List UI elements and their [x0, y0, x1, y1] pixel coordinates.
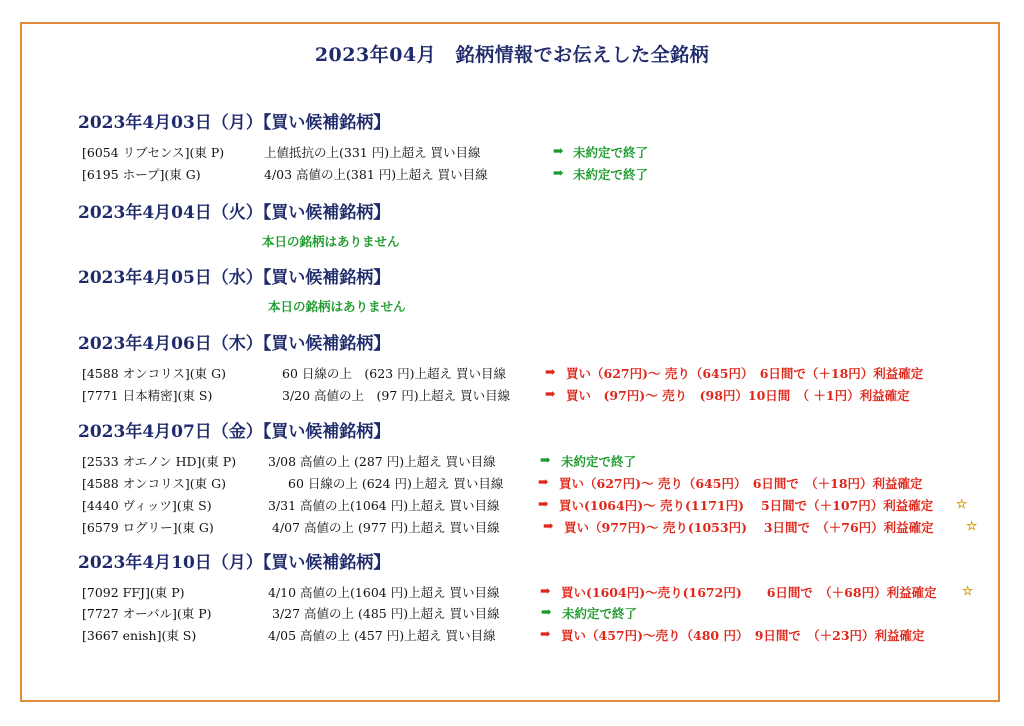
result-text: 買い (97円)～ 売り (98円）10日間 （ ＋1円）利益確定: [566, 388, 910, 403]
arrow-right-icon: ➡: [543, 518, 554, 533]
stock-name: [4440 ヴィッツ](東 S): [82, 498, 212, 513]
table-row: [0, 474, 1024, 492]
no-stocks-note: 本日の銘柄はありません: [262, 234, 400, 249]
entry-condition: 60 日線の上 (623 円)上超え 買い目線: [282, 366, 506, 381]
table-row: [0, 143, 1024, 161]
entry-condition: 60 日線の上 (624 円)上超え 買い目線: [288, 476, 504, 491]
table-row: [0, 364, 1024, 382]
result-text: 未約定で終了: [562, 606, 638, 621]
result-text: 買い（627円)～ 売り（645円） 6日間で（＋18円）利益確定: [566, 366, 924, 381]
arrow-right-icon: ➡: [545, 386, 556, 401]
star-icon: ☆: [966, 518, 978, 533]
stock-name: [4588 オンコリス](東 G): [82, 476, 227, 491]
document-title: 2023年04月 銘柄情報でお伝えした全銘柄: [314, 44, 710, 66]
section-heading-0407: 2023年4月07日（金）【買い候補銘柄】: [78, 422, 391, 442]
table-row: [0, 583, 1024, 601]
entry-condition: 上値抵抗の上(331 円)上超え 買い目線: [264, 145, 481, 160]
stock-name: [3667 enish](東 S): [82, 628, 197, 643]
section-heading-0405: 2023年4月05日（水）【買い候補銘柄】: [78, 268, 391, 288]
arrow-right-icon: ➡: [553, 165, 564, 180]
arrow-right-icon: ➡: [545, 364, 556, 379]
section-heading-0404: 2023年4月04日（火）【買い候補銘柄】: [78, 203, 391, 223]
entry-condition: 3/08 高値の上 (287 円)上超え 買い目線: [268, 454, 496, 469]
arrow-right-icon: ➡: [538, 496, 549, 511]
entry-condition: 4/05 高値の上 (457 円)上超え 買い目線: [268, 628, 496, 643]
result-text: 買い(1604円)～売り(1672円) 6日間で （＋68円）利益確定: [561, 585, 937, 600]
arrow-right-icon: ➡: [540, 626, 551, 641]
table-row: [0, 626, 1024, 644]
stock-name: [7771 日本精密](東 S): [82, 388, 213, 403]
stock-name: [4588 オンコリス](東 G): [82, 366, 227, 381]
entry-condition: 4/03 高値の上(381 円)上超え 買い目線: [264, 167, 488, 182]
table-row: [0, 452, 1024, 470]
section-heading-0406: 2023年4月06日（木）【買い候補銘柄】: [78, 334, 391, 354]
section-heading-0403: 2023年4月03日（月）【買い候補銘柄】: [78, 113, 391, 133]
arrow-right-icon: ➡: [540, 452, 551, 467]
table-row: [0, 604, 1024, 622]
result-text: 未約定で終了: [573, 167, 649, 182]
result-text: 未約定で終了: [573, 145, 649, 160]
entry-condition: 4/07 高値の上 (977 円)上超え 買い目線: [272, 520, 500, 535]
result-text: 買い（457円)～売り（480 円） 9日間で （＋23円）利益確定: [561, 628, 925, 643]
entry-condition: 3/31 高値の上(1064 円)上超え 買い目線: [268, 498, 500, 513]
stock-name: [2533 オエノン HD](東 P): [82, 454, 237, 469]
arrow-right-icon: ➡: [540, 583, 551, 598]
entry-condition: 4/10 高値の上(1604 円)上超え 買い目線: [268, 585, 500, 600]
result-text: 未約定で終了: [561, 454, 637, 469]
arrow-right-icon: ➡: [553, 143, 564, 158]
stock-name: [7727 オーバル](東 P): [82, 606, 212, 621]
table-row: [0, 386, 1024, 404]
entry-condition: 3/27 高値の上 (485 円)上超え 買い目線: [272, 606, 500, 621]
arrow-right-icon: ➡: [538, 474, 549, 489]
star-icon: ☆: [956, 496, 968, 511]
table-row: [0, 496, 1024, 514]
result-text: 買い（977円)～ 売り(1053円) 3日間で （＋76円）利益確定: [564, 520, 934, 535]
stock-name: [6579 ログリー](東 G): [82, 520, 214, 535]
star-icon: ☆: [962, 583, 974, 598]
stock-name: [6195 ホープ](東 G): [82, 167, 201, 182]
no-stocks-note: 本日の銘柄はありません: [268, 299, 406, 314]
stock-name: [7092 FFJ](東 P): [82, 585, 185, 600]
arrow-right-icon: ➡: [541, 604, 552, 619]
result-text: 買い(1064円)～ 売り(1171円) 5日間で（＋107円）利益確定: [559, 498, 934, 513]
table-row: [0, 165, 1024, 183]
entry-condition: 3/20 高値の上 (97 円)上超え 買い目線: [282, 388, 511, 403]
result-text: 買い（627円)～ 売り（645円） 6日間で （＋18円）利益確定: [559, 476, 923, 491]
table-row: [0, 518, 1024, 536]
stock-name: [6054 リブセンス](東 P): [82, 145, 225, 160]
section-heading-0410: 2023年4月10日（月）【買い候補銘柄】: [78, 553, 391, 573]
